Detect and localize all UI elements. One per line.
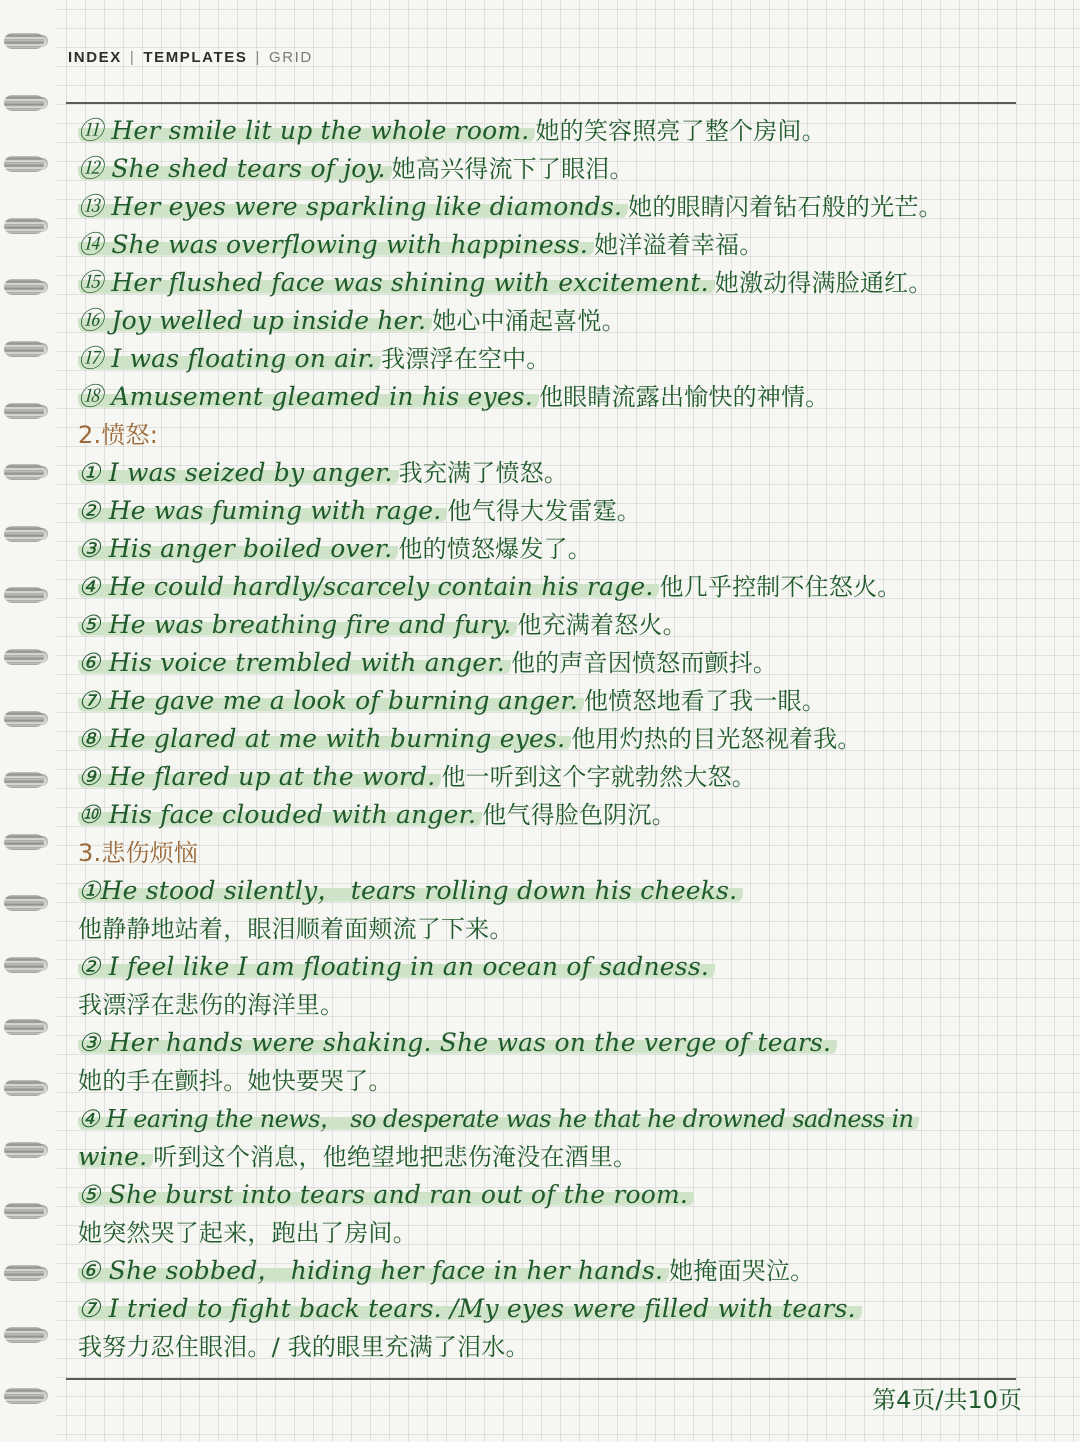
english-phrase: ⑱ Amusement gleamed in his eyes.: [78, 382, 539, 411]
binding-ring: [4, 1262, 48, 1284]
phrase-line: [78, 226, 1018, 264]
phrase-line: [78, 1252, 1018, 1290]
notes-content: [78, 112, 1018, 1366]
english-phrase: ⑪ Her smile lit up the whole room.: [78, 116, 535, 145]
english-phrase: ⑬ Her eyes were sparkling like diamonds.: [78, 192, 628, 221]
section-heading: 2.愤怒:: [78, 421, 158, 449]
binding-ring: [4, 831, 48, 853]
binding-ring: [4, 400, 48, 422]
chinese-translation: 我漂浮在空中。: [381, 345, 551, 373]
phrase-line: [78, 492, 1018, 530]
english-phrase: ⑧ He glared at me with burning eyes.: [78, 724, 571, 753]
phrase-line: [78, 264, 1018, 302]
english-phrase: ⑤ She burst into tears and ran out of the room.: [78, 1180, 694, 1209]
translation-line: 她的手在颤抖。她快要哭了。: [78, 1067, 393, 1095]
binding-ring: [4, 584, 48, 606]
header-separator: |: [255, 49, 261, 66]
chinese-translation: 她高兴得流下了眼泪。: [391, 155, 634, 183]
phrase-line: [78, 530, 1018, 568]
binding-ring: [4, 892, 48, 914]
binding-ring: [4, 215, 48, 237]
english-phrase: ① I was seized by anger.: [78, 458, 399, 487]
chinese-translation: 他愤怒地看了我一眼。: [583, 687, 826, 715]
chinese-translation: 他气得脸色阴沉。: [482, 801, 676, 829]
binding-ring: [4, 276, 48, 298]
english-phrase: ② He was fuming with rage.: [78, 496, 447, 525]
binding-ring: [4, 954, 48, 976]
phrase-line: [78, 302, 1018, 340]
chinese-translation: 他的声音因愤怒而颤抖。: [510, 649, 778, 677]
binding-ring: [4, 523, 48, 545]
binding-ring: [4, 1200, 48, 1222]
english-phrase: ⑥ She sobbed， hiding her face in her hands.: [78, 1256, 669, 1285]
chinese-translation: 她激动得满脸通红。: [714, 269, 933, 297]
binding-ring: [4, 30, 48, 52]
phrase-line: [78, 378, 1018, 416]
chinese-translation: 她的眼睛闪着钻石般的光芒。: [628, 193, 943, 221]
binding-ring: [4, 1139, 48, 1161]
header-separator: |: [129, 49, 136, 66]
binding-ring: [4, 1324, 48, 1346]
chinese-translation: 他眼睛流露出愉快的神情。: [538, 383, 830, 411]
phrase-line: [78, 948, 1018, 986]
phrase-line: [78, 150, 1018, 188]
chinese-translation: 他气得大发雷霆。: [447, 497, 641, 525]
binding-ring: [4, 461, 48, 483]
english-phrase: ⑮ Her flushed face was shining with excitement.: [78, 268, 715, 297]
english-phrase: ④ H earing the news， so desperate was he that he drowned sadness in: [78, 1105, 919, 1133]
chinese-translation: 他的愤怒爆发了。: [398, 535, 592, 563]
binding-ring: [4, 338, 48, 360]
chinese-translation: 她洋溢着幸福。: [594, 231, 764, 259]
chinese-translation: 我充满了愤怒。: [398, 459, 569, 487]
binding-ring: [4, 769, 48, 791]
phrase-line: [78, 1290, 1018, 1328]
chinese-translation: 他一听到这个字就勃然大怒。: [441, 763, 756, 791]
english-phrase: ③ Her hands were shaking. She was on the verge of tears.: [78, 1028, 837, 1057]
english-phrase: ⑨ He flared up at the word.: [78, 762, 441, 791]
english-phrase: ⑦ He gave me a look of burning anger.: [78, 686, 584, 715]
english-phrase: ③ His anger boiled over.: [78, 534, 398, 563]
header-index[interactable]: INDEX: [68, 49, 122, 66]
english-phrase: ⑦ I tried to fight back tears. /My eyes were filled with tears.: [78, 1294, 862, 1323]
phrase-line: [78, 188, 1018, 226]
phrase-line: [78, 1100, 1018, 1138]
chinese-translation: 她掩面哭泣。: [669, 1257, 815, 1285]
translation-line: 我漂浮在悲伤的海洋里。: [78, 991, 345, 1019]
header-grid[interactable]: GRID: [268, 49, 313, 66]
phrase-line: [78, 112, 1018, 150]
phrase-line: [78, 872, 1018, 910]
binding-ring: [4, 1385, 48, 1407]
binding-ring: [4, 92, 48, 114]
english-phrase: ⑰ I was floating on air.: [78, 344, 381, 373]
page-header: [68, 49, 313, 69]
phrase-line: [78, 758, 1018, 796]
chinese-translation: 听到这个消息，他绝望地把悲伤淹没在酒里。: [153, 1143, 638, 1171]
binding-ring: [4, 1077, 48, 1099]
phrase-line: [78, 682, 1018, 720]
spiral-binding: [0, 0, 56, 1442]
phrase-line: [78, 454, 1018, 492]
binding-ring: [4, 153, 48, 175]
phrase-line: [78, 1138, 1018, 1176]
translation-line: 我努力忍住眼泪。/ 我的眼里充满了泪水。: [78, 1333, 530, 1361]
translation-line: 她突然哭了起来，跑出了房间。: [78, 1219, 417, 1247]
english-phrase: ⑫ She shed tears of joy.: [78, 154, 392, 183]
chinese-translation: 她的笑容照亮了整个房间。: [535, 117, 826, 145]
binding-ring: [4, 646, 48, 668]
english-phrase: ①He stood silently， tears rolling down his cheeks.: [78, 876, 743, 905]
english-phrase: ② I feel like I am floating in an ocean of sadness.: [78, 952, 715, 981]
phrase-line: [78, 606, 1018, 644]
binding-ring: [4, 1016, 48, 1038]
top-rule: [66, 102, 1016, 104]
english-phrase: ⑥ His voice trembled with anger.: [78, 648, 511, 677]
phrase-line: [78, 644, 1018, 682]
chinese-translation: 他充满着怒火。: [517, 611, 687, 639]
phrase-line: [78, 720, 1018, 758]
phrase-line: [78, 340, 1018, 378]
page-number: 第4页/共10页: [872, 1386, 1022, 1414]
phrase-line: [78, 1176, 1018, 1214]
phrase-line: [78, 796, 1018, 834]
translation-line: 他静静地站着，眼泪顺着面颊流了下来。: [78, 915, 514, 943]
chinese-translation: 她心中涌起喜悦。: [432, 307, 626, 335]
phrase-line: [78, 568, 1018, 606]
chinese-translation: 他几乎控制不住怒火。: [659, 573, 902, 601]
binding-ring: [4, 708, 48, 730]
english-phrase: ⑤ He was breathing fire and fury.: [78, 610, 517, 639]
section-heading: 3.悲伤烦恼: [78, 839, 199, 867]
english-phrase: ④ He could hardly/scarcely contain his rage.: [78, 572, 659, 601]
english-phrase: ⑭ She was overflowing with happiness.: [78, 230, 594, 259]
phrase-line: [78, 1024, 1018, 1062]
english-phrase: wine.: [78, 1142, 153, 1171]
chinese-translation: 他用灼热的目光怒视着我。: [571, 725, 862, 753]
english-phrase: ⑯ Joy welled up inside her.: [78, 306, 432, 335]
header-templates[interactable]: TEMPLATES: [143, 49, 248, 66]
english-phrase: ⑩ His face clouded with anger.: [78, 800, 482, 829]
